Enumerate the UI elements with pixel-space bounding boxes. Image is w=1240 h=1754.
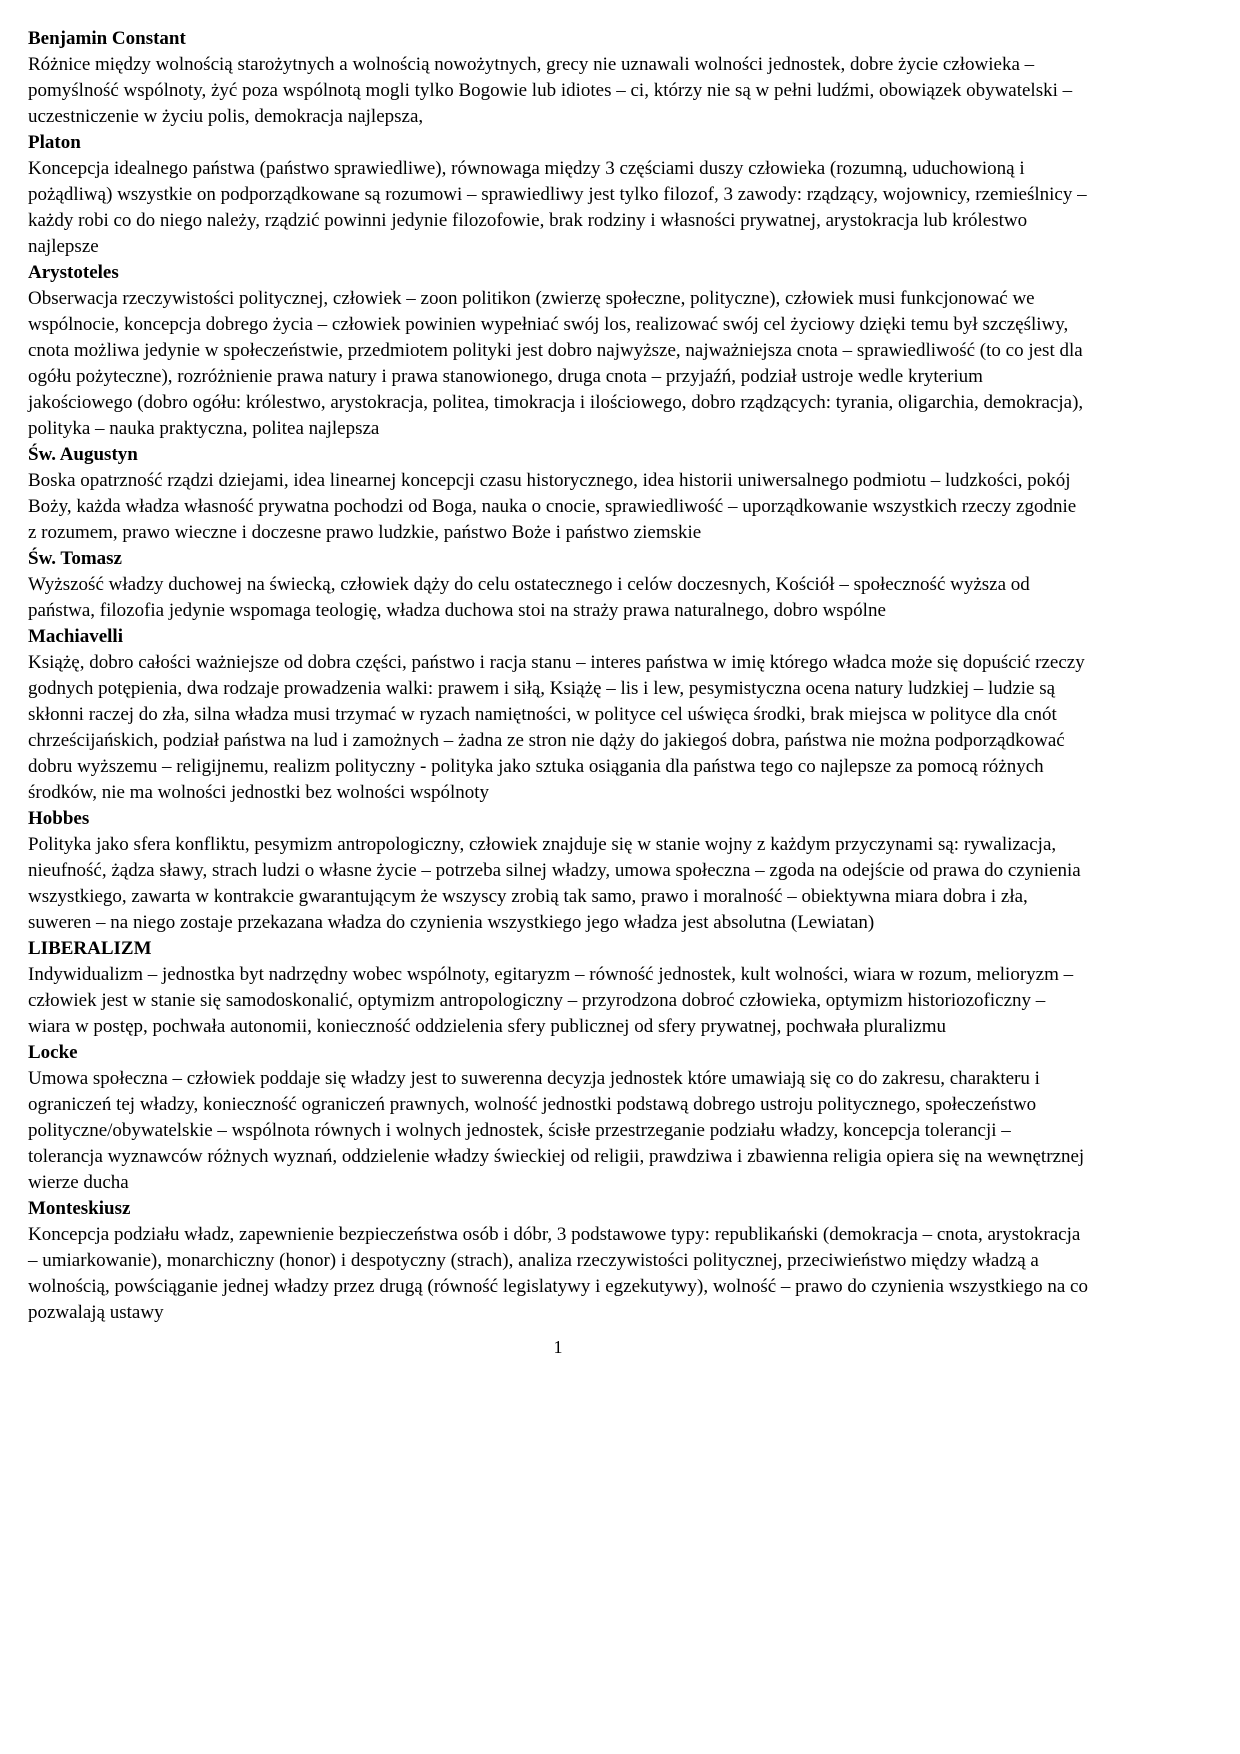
section-benjamin-constant	[28, 26, 1088, 130]
section-heading: Arystoteles	[28, 262, 119, 283]
section-arystoteles	[28, 260, 1088, 442]
section-heading: Benjamin Constant	[28, 28, 186, 49]
section-sw-tomasz	[28, 546, 1088, 624]
section-liberalizm	[28, 936, 1088, 1040]
section-body: Umowa społeczna – człowiek poddaje się władzy jest to suwerenna decyzja jednostek które umawiają się co do zakresu, charakteru i ograniczeń tej władzy, konieczność ograniczeń prawnych, wolność jednostki podstawą dobrego ustroju politycznego, społeczeństwo polityczne/obywatelskie – wspólnota równych i wolnych jednostek, ścisłe przestrzeganie podziału władzy, koncepcja tolerancji – tolerancja wyznawców różnych wyznań, oddzielenie władzy świeckiej od religii, prawdziwa i zbawienna religia opiera się na wewnętrznej wierze ducha	[28, 1068, 1085, 1193]
section-body: Polityka jako sfera konfliktu, pesymizm antropologiczny, człowiek znajduje się w stanie wojny z każdym przyczynami są: rywalizacja, nieufność, żądza sławy, strach ludzi o własne życie – potrzeba silnej władzy, umowa społeczna – zgoda na odejście od prawa do czynienia wszystkiego, zawarta w kontrakcie gwarantującym że wszyscy zrobią tak samo, prawo i moralność – obiektywna miara dobra i zła, suweren – na niego zostaje przekazana władza do czynienia wszystkiego jego władza jest absolutna (Lewiatan)	[28, 834, 1081, 933]
section-body: Różnice między wolnością starożytnych a wolnością nowożytnych, grecy nie uznawali wolności jednostek, dobre życie człowieka – pomyślność wspólnoty, żyć poza wspólnotą mogli tylko Bogowie lub idiotes – ci, którzy nie są w pełni ludźmi, obowiązek obywatelski – uczestniczenie w życiu polis, demokracja najlepsza,	[28, 54, 1073, 127]
section-body: Obserwacja rzeczywistości politycznej, człowiek – zoon politikon (zwierzę społeczne, polityczne), człowiek musi funkcjonować we wspólnocie, koncepcja dobrego życia – człowiek powinien wypełniać swój los, realizować swój cel życiowy dzięki temu był szczęśliwy, cnota możliwa jedynie w społeczeństwie, przedmiotem polityki jest dobro najwyższe, najważniejsza cnota – sprawiedliwość (to co jest dla ogółu pożyteczne), rozróżnienie prawa natury i prawa stanowionego, druga cnota – przyjaźń, podział ustroje wedle kryterium jakościowego (dobro ogółu: królestwo, arystokracja, politea, timokracja i ilościowego, dobro rządzących: tyrania, oligarchia, demokracja), polityka – nauka praktyczna, politea najlepsza	[28, 288, 1084, 439]
section-body: Koncepcja podziału władz, zapewnienie bezpieczeństwa osób i dóbr, 3 podstawowe typy: republikański (demokracja – cnota, arystokracja – umiarkowanie), monarchiczny (honor) i despotyczny (strach), analiza rzeczywistości politycznej, przeciwieństwo między władzą a wolnością, powściąganie jednej władzy przez drugą (równość legislatywy i egzekutywy), wolność – prawo do czynienia wszystkiego na co pozwalają ustawy	[28, 1224, 1088, 1323]
section-body: Boska opatrzność rządzi dziejami, idea linearnej koncepcji czasu historycznego, idea historii uniwersalnego podmiotu – ludzkości, pokój Boży, każda władza własność prywatna pochodzi od Boga, nauka o cnocie, sprawiedliwość – uporządkowanie wszystkich rzeczy zgodnie z rozumem, prawo wieczne i doczesne prawo ludzkie, państwo Boże i państwo ziemskie	[28, 470, 1077, 543]
section-hobbes	[28, 806, 1088, 936]
section-body: Koncepcja idealnego państwa (państwo sprawiedliwe), równowaga między 3 częściami duszy człowieka (rozumną, uduchowioną i pożądliwą) wszystkie on podporządkowane są rozumowi – sprawiedliwy jest tylko filozof, 3 zawody: rządzący, wojownicy, rzemieślnicy – każdy robi co do niego należy, rządzić powinni jedynie filozofowie, brak rodziny i własności prywatnej, arystokracja lub królestwo najlepsze	[28, 158, 1087, 257]
section-heading: Monteskiusz	[28, 1198, 131, 1219]
page-number: 1	[553, 1337, 563, 1357]
section-heading: Hobbes	[28, 808, 90, 829]
section-heading: Machiavelli	[28, 626, 123, 647]
section-heading: Platon	[28, 132, 81, 153]
section-machiavelli	[28, 624, 1088, 806]
section-body: Wyższość władzy duchowej na świecką, człowiek dąży do celu ostatecznego i celów doczesnych, Kościół – społeczność wyższa od państwa, filozofia jedynie wspomaga teologię, władza duchowa stoi na straży prawa naturalnego, dobro wspólne	[28, 574, 1030, 621]
section-monteskiusz	[28, 1196, 1088, 1326]
section-sw-augustyn	[28, 442, 1088, 546]
section-body: Indywidualizm – jednostka byt nadrzędny wobec wspólnoty, egitaryzm – równość jednostek, kult wolności, wiara w rozum, melioryzm – człowiek jest w stanie się samodoskonalić, optymizm antropologiczny – przyrodzona dobroć człowieka, optymizm historiozoficzny – wiara w postęp, pochwała autonomii, konieczność oddzielenia sfery publicznej od sfery prywatnej, pochwała pluralizmu	[28, 964, 1074, 1037]
section-body: Książę, dobro całości ważniejsze od dobra części, państwo i racja stanu – interes państwa w imię którego władca może się dopuścić rzeczy godnych potępienia, dwa rodzaje prowadzenia walki: prawem i siłą, Książę – lis i lew, pesymistyczna ocena natury ludzkiej – ludzie są skłonni raczej do zła, silna władza musi trzymać w ryzach namiętności, w polityce cel uświęca środki, brak miejsca w polityce dla cnót chrześcijańskich, podział państwa na lud i zamożnych – żadna ze stron nie dąży do jakiegoś dobra, państwa nie można podporządkować dobru wyższemu – religijnemu, realizm polityczny - polityka jako sztuka osiągania dla państwa tego co najlepsze za pomocą różnych środków, nie ma wolności jednostki bez wolności wspólnoty	[28, 652, 1085, 803]
section-heading: LIBERALIZM	[28, 938, 152, 959]
section-heading: Św. Augustyn	[28, 444, 138, 465]
section-heading: Św. Tomasz	[28, 548, 122, 569]
section-heading: Locke	[28, 1042, 78, 1063]
section-platon	[28, 130, 1088, 260]
section-locke	[28, 1040, 1088, 1196]
